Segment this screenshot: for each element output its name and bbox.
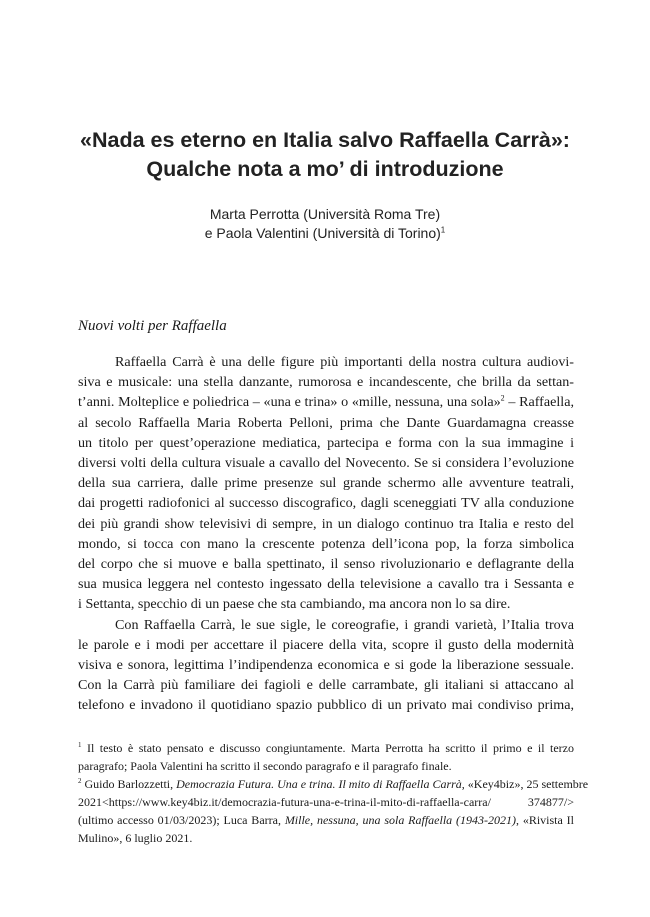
footnote-1-line: [78, 739, 574, 757]
paragraph-1-line: siva e musicale: una stella danzante, rumorosa e incandescente, che brilla da settan-: [78, 374, 574, 391]
footnote-2-line: [78, 775, 589, 793]
author-line-2-text: e Paola Valentini (Università di Torino): [204, 225, 441, 241]
paragraph-1-line-text: t’anni. Molteplice e poliedrica – «una e trina» o «mille, nessuna, una sola»: [78, 394, 501, 411]
footnote-2-mark: 2: [78, 777, 82, 785]
paragraph-1-line: al secolo Raffaella Maria Roberta Pelloni, prima che Dante Guardamagna creasse: [78, 414, 574, 431]
author-line-1: Marta Perrotta (Università Roma Tre): [209, 206, 441, 222]
author-line-2: [40, 224, 610, 243]
authors-block: [40, 205, 610, 243]
footnote-2-url[interactable]: 2021<https://www.key4biz.it/democrazia-futura-una-e-trina-il-mito-di-raffaella-carra/ 374877/>: [78, 795, 574, 809]
chapter-title-line-2: Qualche nota a mo’ di introduzione: [146, 157, 504, 181]
paragraph-2-line: le parole e i modi per accettare il piacere della vita, scopre il gusto della modernità: [78, 636, 574, 653]
footnote-ref-2[interactable]: 2: [500, 393, 505, 403]
footnote-1-mark: 1: [78, 741, 82, 749]
footnote-2-journal: , «Rivista Il: [515, 813, 574, 827]
paragraph-2-line: Con la Carrà più familiare dei fagioli e delle carrambate, gli italiani si attaccano al: [78, 677, 574, 694]
paragraph-1-line: i Settanta, specchio di un paese che sta cambiando, ma ancora non lo sa dire.: [78, 596, 511, 613]
paragraph-1-line: della sua carriera, dalle prime presenze sul grande schermo alle avventure teatrali,: [78, 475, 574, 492]
paragraph-2-line: telefono e invadono il quotidiano spazio pubblico di un privato mai condiviso prima,: [78, 697, 574, 714]
footnote-2-title: Democrazia Futura. Una e trina. Il mito di Raffaella Carrà,: [176, 777, 465, 791]
footnote-2-title-2: Mille, nessuna, una sola Raffaella (1943-2021): [284, 813, 516, 827]
section-heading: Nuovi volti per Raffaella: [78, 318, 227, 334]
footnote-2-access: (ultimo accesso 01/03/2023); Luca Barra,: [78, 813, 285, 827]
footnote-2-line: Mulino», 6 luglio 2021.: [78, 831, 193, 845]
paragraph-2-line: visiva e sonora, legittima l’indipendenza economica e si gode la liberazione sessuale.: [78, 657, 574, 674]
footnote-ref-1[interactable]: 1: [440, 225, 446, 235]
paragraph-1-line: [78, 392, 574, 412]
paragraph-1-line: mondo, si tocca con mano la crescente potenza dell’icona pop, la forza simbolica: [78, 535, 574, 552]
paragraph-1-line: dei più grandi show televisivi di sempre, in un dialogo continuo tra Italia e resto del: [78, 515, 574, 532]
paragraph-1-line-tail: – Raffaella,: [504, 394, 574, 411]
footnote-1-line: paragrafo; Paola Valentini ha scritto il secondo paragrafo e il paragrafo finale.: [78, 759, 452, 773]
paragraph-1-line: del corpo che si muove e balla spettinato, il senso rivoluzionario e deflagrante della: [78, 556, 574, 573]
paragraph-1-line: diversi volti della cultura visuale a cavallo del Novecento. Se si considera l’evoluzione: [78, 455, 574, 472]
paragraph-1-line: dai progetti radiofonici al successo discografico, dagli sceneggiati TV alla conduzione: [78, 495, 574, 512]
footnote-2-source: «Key4biz», 25 settembre: [464, 777, 589, 791]
body-text: [78, 352, 574, 716]
paragraph-2-line: Con Raffaella Carrà, le sue sigle, le coreografie, i grandi varietà, l’Italia trova: [115, 616, 574, 633]
paragraph-1-line: sua musica leggera nel contesto ingessato della televisione a cavallo tra i Sessanta e: [78, 576, 574, 593]
footnotes: [78, 739, 589, 847]
footnote-2-line: [78, 811, 574, 829]
paragraph-1-line: Raffaella Carrà è una delle figure più importanti della nostra cultura audiovi-: [115, 354, 574, 370]
paragraph-1-line: un titolo per quest’operazione mediatica, partecipa e forma con la sua immagine i: [78, 434, 574, 451]
footnote-1-text: Il testo è stato pensato e discusso congiuntamente. Marta Perrotta ha scritto il primo e il terzo: [81, 741, 574, 755]
chapter-title: [40, 126, 610, 184]
footnote-2-author: Guido Barlozzetti,: [81, 777, 177, 791]
chapter-title-line-1: «Nada es eterno en Italia salvo Raffaella Carrà»:: [80, 128, 570, 152]
